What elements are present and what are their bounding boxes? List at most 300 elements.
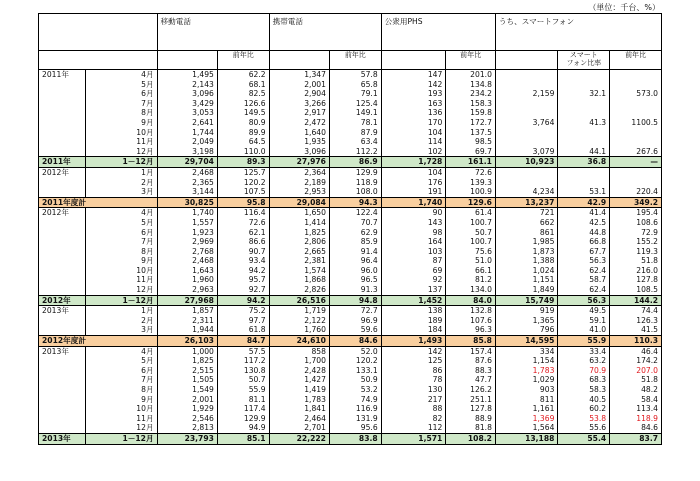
cell-value: 55.6 xyxy=(558,423,610,433)
cell-value: 113.4 xyxy=(610,404,662,414)
cell-value: 74.4 xyxy=(610,306,662,316)
row-year: 2011年度計 xyxy=(39,197,158,208)
cell-value: 2,049 xyxy=(157,137,217,147)
cell-value: 100.7 xyxy=(446,218,496,228)
cell-value: 143 xyxy=(381,218,446,228)
table-row xyxy=(39,285,662,295)
cell-value: 1,760 xyxy=(269,325,329,335)
row-year xyxy=(39,218,86,228)
cell-value: 1,923 xyxy=(157,228,217,238)
cell-value: 97.7 xyxy=(217,316,269,326)
cell-value: 172.7 xyxy=(446,118,496,128)
cell-value: 1,700 xyxy=(269,356,329,366)
row-month: 5月 xyxy=(86,218,157,228)
cell-value: 129.6 xyxy=(446,197,496,208)
cell-value: 13,188 xyxy=(495,433,558,444)
cell-value: 267.6 xyxy=(610,147,662,157)
row-month: 11月 xyxy=(86,275,157,285)
cell-value: 27,976 xyxy=(269,157,329,168)
cell-value xyxy=(495,70,558,80)
cell-value: 26,103 xyxy=(157,336,217,347)
cell-value: 142 xyxy=(381,346,446,356)
row-year xyxy=(39,316,86,326)
cell-value: 63.2 xyxy=(558,356,610,366)
cell-value: 104 xyxy=(381,167,446,177)
cell-value: 2,364 xyxy=(269,167,329,177)
cell-value: 95.6 xyxy=(329,423,381,433)
row-month: 10月 xyxy=(86,128,157,138)
cell-value: 126.3 xyxy=(610,316,662,326)
cell-value: 2,381 xyxy=(269,256,329,266)
cell-value: 139.3 xyxy=(446,178,496,188)
cell-value: 44.1 xyxy=(558,147,610,157)
cell-value: 2,472 xyxy=(269,118,329,128)
cell-value xyxy=(495,128,558,138)
cell-value: 858 xyxy=(269,346,329,356)
cell-value: 234.2 xyxy=(446,89,496,99)
cell-value: 104 xyxy=(381,128,446,138)
cell-value: 40.5 xyxy=(558,395,610,405)
table-row xyxy=(39,70,662,80)
row-year xyxy=(39,366,86,376)
cell-value: 184 xyxy=(381,325,446,335)
cell-value: 79.1 xyxy=(329,89,381,99)
row-month: 3月 xyxy=(86,325,157,335)
table-row xyxy=(39,346,662,356)
cell-value: 118.9 xyxy=(329,178,381,188)
cell-value: 1,825 xyxy=(157,356,217,366)
cell-value: 120.2 xyxy=(217,178,269,188)
cell-value xyxy=(495,99,558,109)
cell-value: 90.7 xyxy=(217,247,269,257)
cell-value: 50.9 xyxy=(329,375,381,385)
table-row xyxy=(39,356,662,366)
cell-value: 108.6 xyxy=(610,218,662,228)
subheader-blank xyxy=(269,51,329,70)
row-year xyxy=(39,89,86,99)
cell-value xyxy=(558,178,610,188)
cell-value: — xyxy=(610,157,662,168)
cell-value: 15,749 xyxy=(495,295,558,306)
cell-value: 919 xyxy=(495,306,558,316)
row-year xyxy=(39,256,86,266)
cell-value: 2,001 xyxy=(269,80,329,90)
cell-value: 63.4 xyxy=(329,137,381,147)
cell-value: 110.3 xyxy=(610,336,662,347)
cell-value: 117.2 xyxy=(217,356,269,366)
total-row xyxy=(39,157,662,168)
cell-value: 69.7 xyxy=(446,147,496,157)
cell-value: 60.2 xyxy=(558,404,610,414)
cell-value: 96.9 xyxy=(329,316,381,326)
subheader-blank xyxy=(39,51,158,70)
cell-value: 87.9 xyxy=(329,128,381,138)
table-row xyxy=(39,266,662,276)
cell-value: 50.7 xyxy=(446,228,496,238)
header-blank xyxy=(39,14,158,51)
cell-value: 102 xyxy=(381,147,446,157)
cell-value: 41.0 xyxy=(558,325,610,335)
row-month: 5月 xyxy=(86,80,157,90)
cell-value xyxy=(610,70,662,80)
cell-value: 107.6 xyxy=(446,316,496,326)
cell-value: 573.0 xyxy=(610,89,662,99)
row-month: 8月 xyxy=(86,108,157,118)
row-month: 7月 xyxy=(86,99,157,109)
cell-value: 3,429 xyxy=(157,99,217,109)
cell-value: 1,414 xyxy=(269,218,329,228)
cell-value: 95.7 xyxy=(217,275,269,285)
cell-value: 125 xyxy=(381,356,446,366)
cell-value: 127.8 xyxy=(610,275,662,285)
cell-value: 29,084 xyxy=(269,197,329,208)
cell-value: 88.3 xyxy=(446,366,496,376)
cell-value: 61.8 xyxy=(217,325,269,335)
cell-value: 98.5 xyxy=(446,137,496,147)
cell-value: 89.9 xyxy=(217,128,269,138)
table-row xyxy=(39,256,662,266)
cell-value: 88.9 xyxy=(446,414,496,424)
cell-value: 58.7 xyxy=(558,275,610,285)
cell-value: 61.4 xyxy=(446,208,496,218)
row-month: 6月 xyxy=(86,89,157,99)
cell-value xyxy=(610,108,662,118)
cell-value: 96.3 xyxy=(446,325,496,335)
cell-value: 130 xyxy=(381,385,446,395)
row-month: 7月 xyxy=(86,375,157,385)
cell-value: 75.2 xyxy=(217,306,269,316)
table-row xyxy=(39,80,662,90)
table-row xyxy=(39,414,662,424)
table-row xyxy=(39,137,662,147)
row-month: 4月 xyxy=(86,346,157,356)
cell-value: 2,001 xyxy=(157,395,217,405)
total-row xyxy=(39,336,662,347)
cell-value: 1,161 xyxy=(495,404,558,414)
cell-value: 3,764 xyxy=(495,118,558,128)
subheader-yoy: 前年比 xyxy=(217,51,269,70)
cell-value: 130.8 xyxy=(217,366,269,376)
cell-value: 94.3 xyxy=(329,197,381,208)
cell-value: 95.8 xyxy=(217,197,269,208)
row-year xyxy=(39,137,86,147)
cell-value: 1,000 xyxy=(157,346,217,356)
cell-value: 2,904 xyxy=(269,89,329,99)
cell-value: 41.4 xyxy=(558,208,610,218)
cell-value: 1,427 xyxy=(269,375,329,385)
total-row xyxy=(39,433,662,444)
row-year: 2012年 xyxy=(39,167,86,177)
cell-value: 74.9 xyxy=(329,395,381,405)
cell-value: 1,960 xyxy=(157,275,217,285)
cell-value: 1,574 xyxy=(269,266,329,276)
cell-value: 85.8 xyxy=(446,336,496,347)
cell-value: 112 xyxy=(381,423,446,433)
cell-value: 51.0 xyxy=(446,256,496,266)
cell-value: 2,917 xyxy=(269,108,329,118)
row-year xyxy=(39,187,86,197)
cell-value: 86 xyxy=(381,366,446,376)
row-year: 2013年 xyxy=(39,433,86,444)
cell-value: 96.4 xyxy=(329,256,381,266)
subheader-yoy: 前年比 xyxy=(329,51,381,70)
row-month: 9月 xyxy=(86,395,157,405)
table-row xyxy=(39,247,662,257)
cell-value xyxy=(558,167,610,177)
row-month: 7月 xyxy=(86,237,157,247)
cell-value: 33.4 xyxy=(558,346,610,356)
cell-value: 93.4 xyxy=(217,256,269,266)
cell-value: 127.8 xyxy=(446,404,496,414)
cell-value: 94.2 xyxy=(217,295,269,306)
table-row xyxy=(39,366,662,376)
row-month: 10月 xyxy=(86,266,157,276)
cell-value: 125.4 xyxy=(329,99,381,109)
row-year xyxy=(39,99,86,109)
cell-value: 122.4 xyxy=(329,208,381,218)
row-year xyxy=(39,275,86,285)
cell-value: 1,719 xyxy=(269,306,329,316)
row-month: 2月 xyxy=(86,178,157,188)
row-month: 4月 xyxy=(86,70,157,80)
cell-value: 163 xyxy=(381,99,446,109)
cell-value: 3,266 xyxy=(269,99,329,109)
row-year: 2013年 xyxy=(39,346,86,356)
cell-value: 30,825 xyxy=(157,197,217,208)
cell-value: 57.8 xyxy=(329,70,381,80)
table-row xyxy=(39,178,662,188)
row-year xyxy=(39,178,86,188)
cell-value: 155.2 xyxy=(610,237,662,247)
subheader-yoy: 前年比 xyxy=(610,51,662,70)
cell-value xyxy=(495,178,558,188)
row-year: 2012年度計 xyxy=(39,336,158,347)
cell-value: 57.5 xyxy=(217,346,269,356)
cell-value: 108.5 xyxy=(610,285,662,295)
cell-value: 129.9 xyxy=(329,167,381,177)
cell-value: 1,640 xyxy=(269,128,329,138)
table-row xyxy=(39,208,662,218)
cell-value: 1,783 xyxy=(269,395,329,405)
cell-value: 14,595 xyxy=(495,336,558,347)
row-month: 12月 xyxy=(86,147,157,157)
cell-value: 86.9 xyxy=(329,157,381,168)
cell-value: 72.7 xyxy=(329,306,381,316)
cell-value: 55.9 xyxy=(558,336,610,347)
cell-value: 1,365 xyxy=(495,316,558,326)
cell-value: 1,857 xyxy=(157,306,217,316)
subheader-blank xyxy=(157,51,217,70)
cell-value: 1,849 xyxy=(495,285,558,295)
row-year xyxy=(39,404,86,414)
cell-value: 62.2 xyxy=(217,70,269,80)
cell-value: 96.5 xyxy=(329,275,381,285)
row-year xyxy=(39,147,86,157)
subheader-sp-ratio: スマート フォン比率 xyxy=(558,51,610,70)
cell-value xyxy=(610,178,662,188)
row-year xyxy=(39,128,86,138)
cell-value: 1,347 xyxy=(269,70,329,80)
unit-note: （単位：千台、%） xyxy=(588,3,660,12)
table-row xyxy=(39,423,662,433)
cell-value: 1,740 xyxy=(381,197,446,208)
cell-value xyxy=(495,137,558,147)
row-month: 6月 xyxy=(86,366,157,376)
cell-value xyxy=(610,167,662,177)
cell-value: 1,151 xyxy=(495,275,558,285)
table-body xyxy=(39,70,662,445)
cell-value: 50.7 xyxy=(217,375,269,385)
cell-value: 207.0 xyxy=(610,366,662,376)
row-month: 2月 xyxy=(86,316,157,326)
cell-value: 114 xyxy=(381,137,446,147)
cell-value: 126.2 xyxy=(446,385,496,395)
cell-value: 721 xyxy=(495,208,558,218)
cell-value: 2,311 xyxy=(157,316,217,326)
cell-value: 103 xyxy=(381,247,446,257)
cell-value: 78 xyxy=(381,375,446,385)
row-month: 10月 xyxy=(86,404,157,414)
cell-value: 46.4 xyxy=(610,346,662,356)
table-row xyxy=(39,325,662,335)
cell-value: 1,557 xyxy=(157,218,217,228)
cell-value: 1,944 xyxy=(157,325,217,335)
cell-value: 3,198 xyxy=(157,147,217,157)
cell-value: 159.8 xyxy=(446,108,496,118)
cell-value: 3,096 xyxy=(269,147,329,157)
header-mobile: 移動電話 xyxy=(157,14,269,51)
row-month: 1－12月 xyxy=(86,157,157,168)
table-row xyxy=(39,99,662,109)
cell-value xyxy=(558,128,610,138)
cell-value: 189 xyxy=(381,316,446,326)
cell-value: 100.9 xyxy=(446,187,496,197)
table-row xyxy=(39,108,662,118)
cell-value: 120.2 xyxy=(329,356,381,366)
cell-value: 68.3 xyxy=(558,375,610,385)
cell-value: 48.2 xyxy=(610,385,662,395)
row-year: 2012年 xyxy=(39,295,86,306)
cell-value: 13,237 xyxy=(495,197,558,208)
cell-value: 27,968 xyxy=(157,295,217,306)
cell-value: 49.5 xyxy=(558,306,610,316)
table-row xyxy=(39,128,662,138)
cell-value: 2,189 xyxy=(269,178,329,188)
cell-value: 1,841 xyxy=(269,404,329,414)
cell-value: 176 xyxy=(381,178,446,188)
cell-value xyxy=(610,137,662,147)
row-year xyxy=(39,237,86,247)
table-row xyxy=(39,404,662,414)
cell-value: 1,419 xyxy=(269,385,329,395)
cell-value: 64.5 xyxy=(217,137,269,147)
cell-value: 158.3 xyxy=(446,99,496,109)
cell-value xyxy=(610,99,662,109)
cell-value: 216.0 xyxy=(610,266,662,276)
cell-value: 134.0 xyxy=(446,285,496,295)
cell-value: 134.8 xyxy=(446,80,496,90)
table-row xyxy=(39,228,662,238)
cell-value: 88 xyxy=(381,404,446,414)
cell-value: 4,234 xyxy=(495,187,558,197)
cell-value: 2,365 xyxy=(157,178,217,188)
cell-value: 137 xyxy=(381,285,446,295)
subheader-yoy: 前年比 xyxy=(446,51,496,70)
cell-value: 22,222 xyxy=(269,433,329,444)
table-row xyxy=(39,395,662,405)
cell-value: 32.1 xyxy=(558,89,610,99)
row-year xyxy=(39,325,86,335)
table-row xyxy=(39,275,662,285)
cell-value: 1,493 xyxy=(381,336,446,347)
table-row xyxy=(39,375,662,385)
cell-value: 24,610 xyxy=(269,336,329,347)
row-month: 12月 xyxy=(86,285,157,295)
cell-value: 1,549 xyxy=(157,385,217,395)
cell-value: 2,969 xyxy=(157,237,217,247)
cell-value: 2,641 xyxy=(157,118,217,128)
row-year: 2013年 xyxy=(39,306,86,316)
cell-value: 1100.5 xyxy=(610,118,662,128)
cell-value: 2,665 xyxy=(269,247,329,257)
cell-value: 59.1 xyxy=(558,316,610,326)
cell-value: 70.7 xyxy=(329,218,381,228)
cell-value: 125.7 xyxy=(217,167,269,177)
cell-value: 84.0 xyxy=(446,295,496,306)
cell-value: 2,468 xyxy=(157,256,217,266)
cell-value: 86.6 xyxy=(217,237,269,247)
cell-value: 92.7 xyxy=(217,285,269,295)
cell-value: 53.2 xyxy=(329,385,381,395)
cell-value: 100.7 xyxy=(446,237,496,247)
cell-value: 52.0 xyxy=(329,346,381,356)
cell-value: 164 xyxy=(381,237,446,247)
table-row xyxy=(39,237,662,247)
cell-value: 349.2 xyxy=(610,197,662,208)
table-row xyxy=(39,118,662,128)
cell-value: 72.9 xyxy=(610,228,662,238)
header-phs: 公衆用PHS xyxy=(381,14,495,51)
cell-value: 1,728 xyxy=(381,157,446,168)
cell-value: 149.1 xyxy=(329,108,381,118)
cell-value: 66.1 xyxy=(446,266,496,276)
row-month: 1月 xyxy=(86,167,157,177)
cell-value: 1,505 xyxy=(157,375,217,385)
cell-value: 67.7 xyxy=(558,247,610,257)
cell-value xyxy=(558,137,610,147)
cell-value: 2,953 xyxy=(269,187,329,197)
cell-value: 23,793 xyxy=(157,433,217,444)
row-year: 2011年 xyxy=(39,70,86,80)
cell-value: 126.6 xyxy=(217,99,269,109)
cell-value xyxy=(610,80,662,90)
header-cell: 携帯電話 xyxy=(269,14,381,51)
cell-value: 55.9 xyxy=(217,385,269,395)
cell-value: 87.6 xyxy=(446,356,496,366)
cell-value: 118.9 xyxy=(610,414,662,424)
cell-value xyxy=(558,99,610,109)
cell-value: 70.9 xyxy=(558,366,610,376)
row-year xyxy=(39,356,86,366)
table-row xyxy=(39,187,662,197)
cell-value: 2,464 xyxy=(269,414,329,424)
cell-value: 26,516 xyxy=(269,295,329,306)
cell-value: 41.3 xyxy=(558,118,610,128)
table-row xyxy=(39,218,662,228)
cell-value: 144.2 xyxy=(610,295,662,306)
row-year xyxy=(39,375,86,385)
row-year xyxy=(39,395,86,405)
